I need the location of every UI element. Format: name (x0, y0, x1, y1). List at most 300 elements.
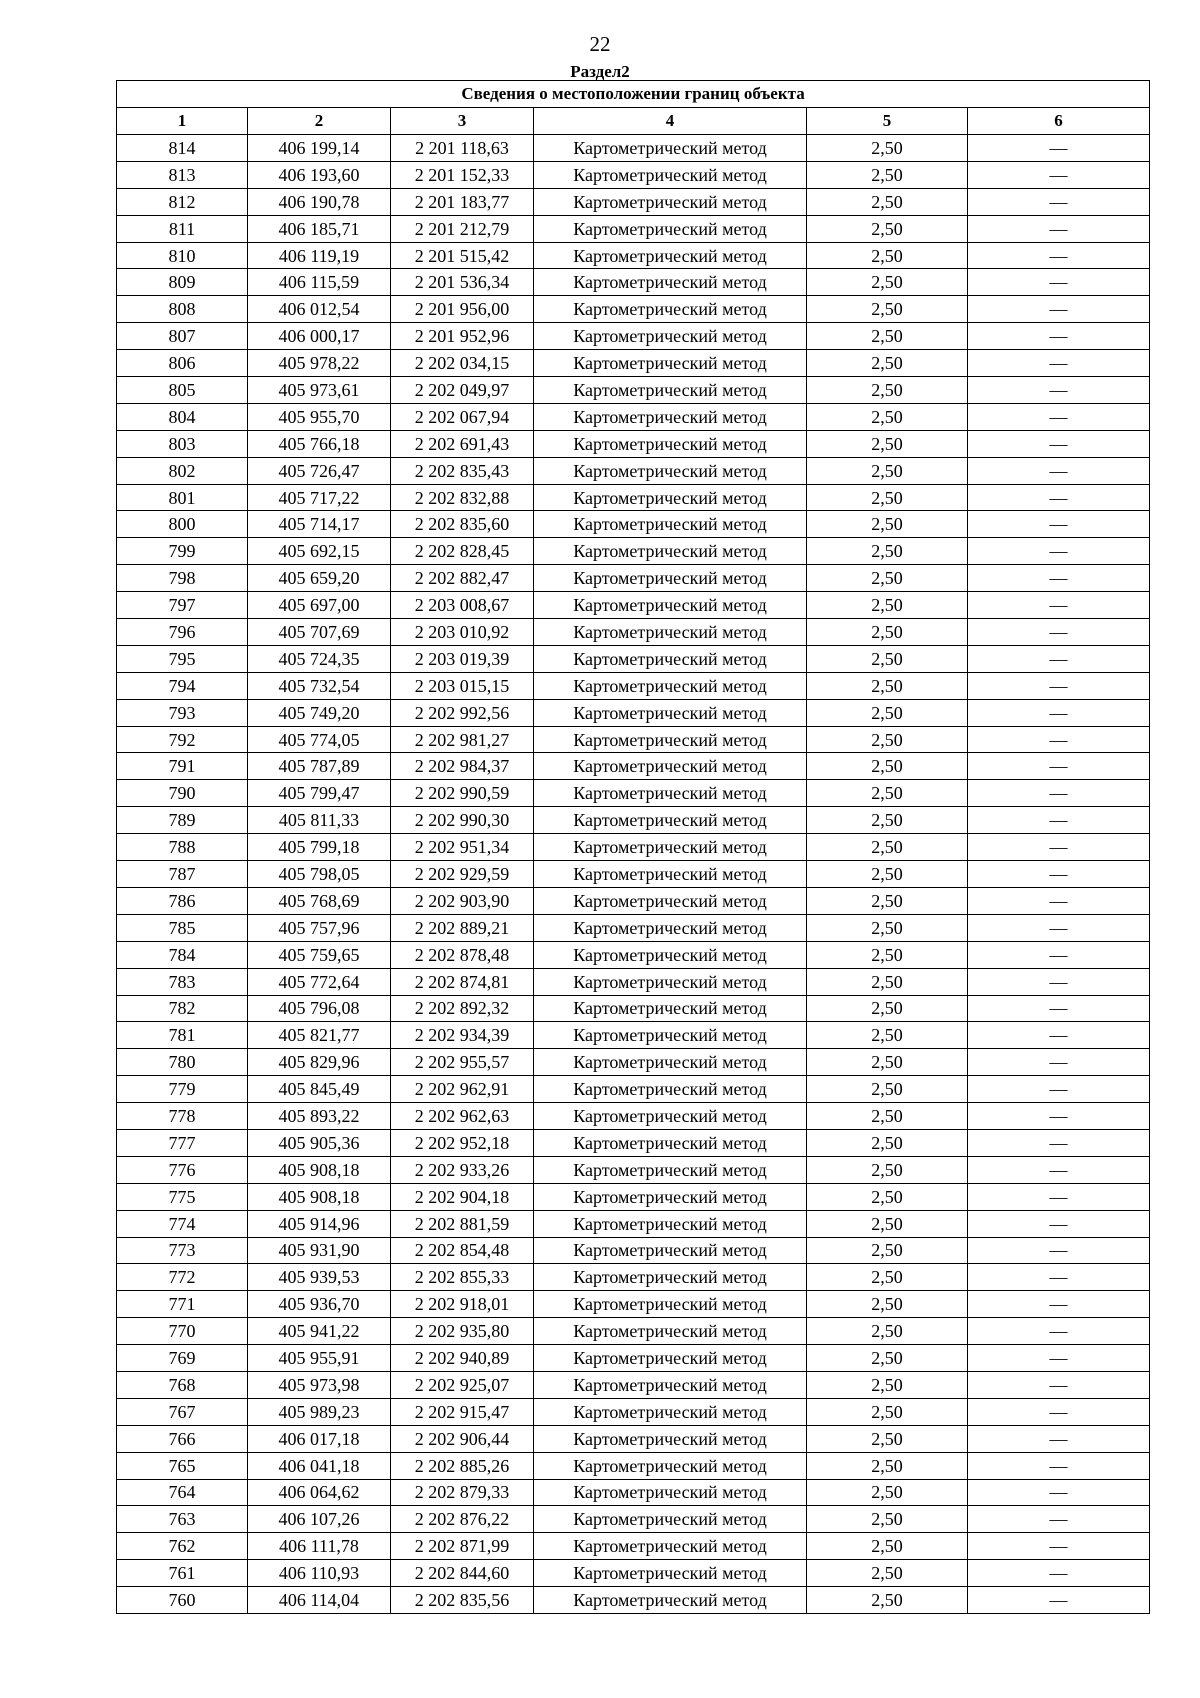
table-row (117, 403, 1150, 430)
table-row (117, 484, 1150, 511)
y-coordinate-cell: 2 201 118,63 (391, 135, 534, 162)
table-row (117, 323, 1150, 350)
notes-cell: — (968, 753, 1150, 780)
notes-cell: — (968, 672, 1150, 699)
notes-cell: — (968, 968, 1150, 995)
x-coordinate-cell: 405 692,15 (248, 538, 391, 565)
accuracy-cell: 2,50 (807, 699, 968, 726)
point-number-cell: 760 (117, 1587, 248, 1614)
point-number-cell: 770 (117, 1318, 248, 1345)
y-coordinate-cell: 2 202 835,60 (391, 511, 534, 538)
x-coordinate-cell: 406 199,14 (248, 135, 391, 162)
table-row (117, 1156, 1150, 1183)
table-row (117, 1345, 1150, 1372)
notes-cell: — (968, 242, 1150, 269)
point-number-cell: 778 (117, 1103, 248, 1130)
x-coordinate-cell: 406 012,54 (248, 296, 391, 323)
y-coordinate-cell: 2 202 691,43 (391, 430, 534, 457)
table-row (117, 941, 1150, 968)
x-coordinate-cell: 406 064,62 (248, 1479, 391, 1506)
column-number: 6 (968, 108, 1150, 135)
y-coordinate-cell: 2 202 903,90 (391, 887, 534, 914)
y-coordinate-cell: 2 202 832,88 (391, 484, 534, 511)
x-coordinate-cell: 406 017,18 (248, 1425, 391, 1452)
point-number-cell: 808 (117, 296, 248, 323)
x-coordinate-cell: 405 798,05 (248, 861, 391, 888)
y-coordinate-cell: 2 202 878,48 (391, 941, 534, 968)
point-number-cell: 764 (117, 1479, 248, 1506)
point-number-cell: 783 (117, 968, 248, 995)
table-body (117, 135, 1150, 1614)
notes-cell: — (968, 1533, 1150, 1560)
y-coordinate-cell: 2 203 008,67 (391, 592, 534, 619)
point-number-cell: 811 (117, 215, 248, 242)
table-row (117, 1129, 1150, 1156)
x-coordinate-cell: 405 978,22 (248, 350, 391, 377)
y-coordinate-cell: 2 201 152,33 (391, 161, 534, 188)
accuracy-cell: 2,50 (807, 861, 968, 888)
accuracy-cell: 2,50 (807, 619, 968, 646)
method-cell: Картометрический метод (534, 861, 807, 888)
accuracy-cell: 2,50 (807, 1506, 968, 1533)
table-row (117, 834, 1150, 861)
method-cell: Картометрический метод (534, 807, 807, 834)
method-cell: Картометрический метод (534, 565, 807, 592)
point-number-cell: 786 (117, 887, 248, 914)
y-coordinate-cell: 2 201 536,34 (391, 269, 534, 296)
table-row (117, 1587, 1150, 1614)
method-cell: Картометрический метод (534, 135, 807, 162)
accuracy-cell: 2,50 (807, 457, 968, 484)
table-row (117, 1049, 1150, 1076)
y-coordinate-cell: 2 202 990,59 (391, 780, 534, 807)
notes-cell: — (968, 1264, 1150, 1291)
notes-cell: — (968, 269, 1150, 296)
y-coordinate-cell: 2 201 515,42 (391, 242, 534, 269)
point-number-cell: 782 (117, 995, 248, 1022)
x-coordinate-cell: 406 185,71 (248, 215, 391, 242)
table-row (117, 1479, 1150, 1506)
method-cell: Картометрический метод (534, 726, 807, 753)
x-coordinate-cell: 405 955,70 (248, 403, 391, 430)
point-number-cell: 814 (117, 135, 248, 162)
x-coordinate-cell: 406 107,26 (248, 1506, 391, 1533)
notes-cell: — (968, 887, 1150, 914)
accuracy-cell: 2,50 (807, 834, 968, 861)
table-row (117, 1506, 1150, 1533)
notes-cell: — (968, 377, 1150, 404)
accuracy-cell: 2,50 (807, 269, 968, 296)
notes-cell: — (968, 1452, 1150, 1479)
x-coordinate-cell: 405 955,91 (248, 1345, 391, 1372)
accuracy-cell: 2,50 (807, 1156, 968, 1183)
method-cell: Картометрический метод (534, 1345, 807, 1372)
point-number-cell: 810 (117, 242, 248, 269)
y-coordinate-cell: 2 202 915,47 (391, 1398, 534, 1425)
point-number-cell: 794 (117, 672, 248, 699)
notes-cell: — (968, 1022, 1150, 1049)
notes-cell: — (968, 941, 1150, 968)
point-number-cell: 772 (117, 1264, 248, 1291)
y-coordinate-cell: 2 202 879,33 (391, 1479, 534, 1506)
y-coordinate-cell: 2 202 034,15 (391, 350, 534, 377)
y-coordinate-cell: 2 202 962,63 (391, 1103, 534, 1130)
point-number-cell: 768 (117, 1371, 248, 1398)
point-number-cell: 798 (117, 565, 248, 592)
accuracy-cell: 2,50 (807, 995, 968, 1022)
x-coordinate-cell: 405 726,47 (248, 457, 391, 484)
y-coordinate-cell: 2 202 828,45 (391, 538, 534, 565)
notes-cell: — (968, 1345, 1150, 1372)
x-coordinate-cell: 405 659,20 (248, 565, 391, 592)
y-coordinate-cell: 2 202 881,59 (391, 1210, 534, 1237)
method-cell: Картометрический метод (534, 887, 807, 914)
table-row (117, 592, 1150, 619)
y-coordinate-cell: 2 202 981,27 (391, 726, 534, 753)
section-title: Раздел2 (570, 62, 630, 81)
y-coordinate-cell: 2 202 990,30 (391, 807, 534, 834)
accuracy-cell: 2,50 (807, 1560, 968, 1587)
method-cell: Картометрический метод (534, 914, 807, 941)
method-cell: Картометрический метод (534, 1425, 807, 1452)
notes-cell: — (968, 457, 1150, 484)
accuracy-cell: 2,50 (807, 538, 968, 565)
table-row (117, 511, 1150, 538)
y-coordinate-cell: 2 202 854,48 (391, 1237, 534, 1264)
x-coordinate-cell: 405 908,18 (248, 1183, 391, 1210)
table-row (117, 296, 1150, 323)
accuracy-cell: 2,50 (807, 1291, 968, 1318)
method-cell: Картометрический метод (534, 1587, 807, 1614)
accuracy-cell: 2,50 (807, 1264, 968, 1291)
notes-cell: — (968, 914, 1150, 941)
table-row (117, 1103, 1150, 1130)
x-coordinate-cell: 405 893,22 (248, 1103, 391, 1130)
method-cell: Картометрический метод (534, 350, 807, 377)
point-number-cell: 801 (117, 484, 248, 511)
table-row (117, 1076, 1150, 1103)
x-coordinate-cell: 405 905,36 (248, 1129, 391, 1156)
table-row (117, 161, 1150, 188)
notes-cell: — (968, 834, 1150, 861)
point-number-cell: 773 (117, 1237, 248, 1264)
table-row (117, 1398, 1150, 1425)
x-coordinate-cell: 406 110,93 (248, 1560, 391, 1587)
column-number: 5 (807, 108, 968, 135)
x-coordinate-cell: 405 759,65 (248, 941, 391, 968)
table-row (117, 188, 1150, 215)
x-coordinate-cell: 406 119,19 (248, 242, 391, 269)
notes-cell: — (968, 1560, 1150, 1587)
method-cell: Картометрический метод (534, 672, 807, 699)
notes-cell: — (968, 1318, 1150, 1345)
x-coordinate-cell: 406 115,59 (248, 269, 391, 296)
accuracy-cell: 2,50 (807, 242, 968, 269)
notes-cell: — (968, 215, 1150, 242)
x-coordinate-cell: 405 936,70 (248, 1291, 391, 1318)
y-coordinate-cell: 2 203 015,15 (391, 672, 534, 699)
y-coordinate-cell: 2 201 956,00 (391, 296, 534, 323)
notes-cell: — (968, 1237, 1150, 1264)
point-number-cell: 790 (117, 780, 248, 807)
accuracy-cell: 2,50 (807, 188, 968, 215)
x-coordinate-cell: 405 787,89 (248, 753, 391, 780)
method-cell: Картометрический метод (534, 403, 807, 430)
point-number-cell: 761 (117, 1560, 248, 1587)
y-coordinate-cell: 2 202 844,60 (391, 1560, 534, 1587)
method-cell: Картометрический метод (534, 538, 807, 565)
point-number-cell: 795 (117, 645, 248, 672)
table-row (117, 753, 1150, 780)
accuracy-cell: 2,50 (807, 484, 968, 511)
x-coordinate-cell: 405 768,69 (248, 887, 391, 914)
x-coordinate-cell: 405 941,22 (248, 1318, 391, 1345)
x-coordinate-cell: 405 811,33 (248, 807, 391, 834)
accuracy-cell: 2,50 (807, 135, 968, 162)
y-coordinate-cell: 2 202 940,89 (391, 1345, 534, 1372)
table-row (117, 995, 1150, 1022)
notes-cell: — (968, 1076, 1150, 1103)
table-row (117, 430, 1150, 457)
table-row (117, 1560, 1150, 1587)
y-coordinate-cell: 2 202 906,44 (391, 1425, 534, 1452)
accuracy-cell: 2,50 (807, 887, 968, 914)
notes-cell: — (968, 511, 1150, 538)
method-cell: Картометрический метод (534, 511, 807, 538)
table-row (117, 242, 1150, 269)
notes-cell: — (968, 296, 1150, 323)
method-cell: Картометрический метод (534, 645, 807, 672)
x-coordinate-cell: 405 707,69 (248, 619, 391, 646)
column-number: 3 (391, 108, 534, 135)
accuracy-cell: 2,50 (807, 1533, 968, 1560)
x-coordinate-cell: 406 000,17 (248, 323, 391, 350)
method-cell: Картометрический метод (534, 215, 807, 242)
point-number-cell: 789 (117, 807, 248, 834)
table-row (117, 619, 1150, 646)
table-row (117, 457, 1150, 484)
y-coordinate-cell: 2 202 933,26 (391, 1156, 534, 1183)
y-coordinate-cell: 2 202 876,22 (391, 1506, 534, 1533)
method-cell: Картометрический метод (534, 188, 807, 215)
notes-cell: — (968, 1371, 1150, 1398)
x-coordinate-cell: 405 973,98 (248, 1371, 391, 1398)
x-coordinate-cell: 406 193,60 (248, 161, 391, 188)
method-cell: Картометрический метод (534, 592, 807, 619)
y-coordinate-cell: 2 202 929,59 (391, 861, 534, 888)
notes-cell: — (968, 780, 1150, 807)
y-coordinate-cell: 2 201 183,77 (391, 188, 534, 215)
notes-cell: — (968, 995, 1150, 1022)
table-row (117, 1452, 1150, 1479)
accuracy-cell: 2,50 (807, 161, 968, 188)
notes-cell: — (968, 323, 1150, 350)
table-row (117, 887, 1150, 914)
point-number-cell: 804 (117, 403, 248, 430)
method-cell: Картометрический метод (534, 699, 807, 726)
table-row (117, 1425, 1150, 1452)
accuracy-cell: 2,50 (807, 968, 968, 995)
x-coordinate-cell: 405 829,96 (248, 1049, 391, 1076)
method-cell: Картометрический метод (534, 1452, 807, 1479)
notes-cell: — (968, 726, 1150, 753)
x-coordinate-cell: 405 989,23 (248, 1398, 391, 1425)
notes-cell: — (968, 1291, 1150, 1318)
column-number: 2 (248, 108, 391, 135)
accuracy-cell: 2,50 (807, 753, 968, 780)
accuracy-cell: 2,50 (807, 780, 968, 807)
method-cell: Картометрический метод (534, 1371, 807, 1398)
method-cell: Картометрический метод (534, 377, 807, 404)
y-coordinate-cell: 2 202 889,21 (391, 914, 534, 941)
point-number-cell: 799 (117, 538, 248, 565)
y-coordinate-cell: 2 202 952,18 (391, 1129, 534, 1156)
method-cell: Картометрический метод (534, 484, 807, 511)
table-row (117, 1022, 1150, 1049)
method-cell: Картометрический метод (534, 995, 807, 1022)
accuracy-cell: 2,50 (807, 323, 968, 350)
y-coordinate-cell: 2 202 882,47 (391, 565, 534, 592)
y-coordinate-cell: 2 202 835,56 (391, 1587, 534, 1614)
accuracy-cell: 2,50 (807, 1345, 968, 1372)
table-row (117, 538, 1150, 565)
method-cell: Картометрический метод (534, 269, 807, 296)
table-row (117, 1533, 1150, 1560)
x-coordinate-cell: 405 821,77 (248, 1022, 391, 1049)
point-number-cell: 774 (117, 1210, 248, 1237)
accuracy-cell: 2,50 (807, 1076, 968, 1103)
accuracy-cell: 2,50 (807, 1129, 968, 1156)
table-row (117, 135, 1150, 162)
point-number-cell: 765 (117, 1452, 248, 1479)
point-number-cell: 788 (117, 834, 248, 861)
accuracy-cell: 2,50 (807, 1371, 968, 1398)
accuracy-cell: 2,50 (807, 726, 968, 753)
table-row (117, 565, 1150, 592)
point-number-cell: 781 (117, 1022, 248, 1049)
point-number-cell: 800 (117, 511, 248, 538)
x-coordinate-cell: 405 717,22 (248, 484, 391, 511)
x-coordinate-cell: 405 931,90 (248, 1237, 391, 1264)
y-coordinate-cell: 2 202 934,39 (391, 1022, 534, 1049)
point-number-cell: 780 (117, 1049, 248, 1076)
accuracy-cell: 2,50 (807, 1425, 968, 1452)
y-coordinate-cell: 2 201 212,79 (391, 215, 534, 242)
y-coordinate-cell: 2 202 925,07 (391, 1371, 534, 1398)
table-row (117, 807, 1150, 834)
y-coordinate-cell: 2 202 049,97 (391, 377, 534, 404)
table-caption: Сведения о местоположении границ объекта (117, 81, 1150, 108)
method-cell: Картометрический метод (534, 1398, 807, 1425)
column-number: 4 (534, 108, 807, 135)
point-number-cell: 803 (117, 430, 248, 457)
notes-cell: — (968, 403, 1150, 430)
notes-cell: — (968, 619, 1150, 646)
notes-cell: — (968, 1398, 1150, 1425)
method-cell: Картометрический метод (534, 619, 807, 646)
y-coordinate-cell: 2 202 855,33 (391, 1264, 534, 1291)
column-number-row (117, 108, 1150, 135)
point-number-cell: 812 (117, 188, 248, 215)
method-cell: Картометрический метод (534, 323, 807, 350)
point-number-cell: 792 (117, 726, 248, 753)
accuracy-cell: 2,50 (807, 565, 968, 592)
point-number-cell: 809 (117, 269, 248, 296)
point-number-cell: 779 (117, 1076, 248, 1103)
method-cell: Картометрический метод (534, 457, 807, 484)
accuracy-cell: 2,50 (807, 1318, 968, 1345)
accuracy-cell: 2,50 (807, 1183, 968, 1210)
x-coordinate-cell: 405 799,18 (248, 834, 391, 861)
point-number-cell: 777 (117, 1129, 248, 1156)
point-number-cell: 797 (117, 592, 248, 619)
method-cell: Картометрический метод (534, 1479, 807, 1506)
method-cell: Картометрический метод (534, 1506, 807, 1533)
accuracy-cell: 2,50 (807, 350, 968, 377)
x-coordinate-cell: 406 041,18 (248, 1452, 391, 1479)
accuracy-cell: 2,50 (807, 1022, 968, 1049)
notes-cell: — (968, 1210, 1150, 1237)
table-row (117, 780, 1150, 807)
point-number-cell: 787 (117, 861, 248, 888)
point-number-cell: 793 (117, 699, 248, 726)
accuracy-cell: 2,50 (807, 403, 968, 430)
x-coordinate-cell: 405 714,17 (248, 511, 391, 538)
accuracy-cell: 2,50 (807, 807, 968, 834)
method-cell: Картометрический метод (534, 1183, 807, 1210)
accuracy-cell: 2,50 (807, 215, 968, 242)
y-coordinate-cell: 2 203 010,92 (391, 619, 534, 646)
x-coordinate-cell: 405 973,61 (248, 377, 391, 404)
notes-cell: — (968, 484, 1150, 511)
point-number-cell: 806 (117, 350, 248, 377)
x-coordinate-cell: 405 772,64 (248, 968, 391, 995)
y-coordinate-cell: 2 203 019,39 (391, 645, 534, 672)
method-cell: Картометрический метод (534, 1533, 807, 1560)
x-coordinate-cell: 405 796,08 (248, 995, 391, 1022)
method-cell: Картометрический метод (534, 430, 807, 457)
y-coordinate-cell: 2 202 918,01 (391, 1291, 534, 1318)
accuracy-cell: 2,50 (807, 1398, 968, 1425)
accuracy-cell: 2,50 (807, 1103, 968, 1130)
accuracy-cell: 2,50 (807, 296, 968, 323)
accuracy-cell: 2,50 (807, 377, 968, 404)
method-cell: Картометрический метод (534, 1049, 807, 1076)
x-coordinate-cell: 405 799,47 (248, 780, 391, 807)
y-coordinate-cell: 2 202 067,94 (391, 403, 534, 430)
table-row (117, 350, 1150, 377)
point-number-cell: 762 (117, 1533, 248, 1560)
x-coordinate-cell: 406 114,04 (248, 1587, 391, 1614)
accuracy-cell: 2,50 (807, 511, 968, 538)
accuracy-cell: 2,50 (807, 1479, 968, 1506)
notes-cell: — (968, 188, 1150, 215)
x-coordinate-cell: 405 914,96 (248, 1210, 391, 1237)
notes-cell: — (968, 1183, 1150, 1210)
x-coordinate-cell: 405 908,18 (248, 1156, 391, 1183)
method-cell: Картометрический метод (534, 1129, 807, 1156)
accuracy-cell: 2,50 (807, 941, 968, 968)
point-number-cell: 784 (117, 941, 248, 968)
point-number-cell: 785 (117, 914, 248, 941)
method-cell: Картометрический метод (534, 1318, 807, 1345)
x-coordinate-cell: 405 939,53 (248, 1264, 391, 1291)
column-number: 1 (117, 108, 248, 135)
notes-cell: — (968, 807, 1150, 834)
accuracy-cell: 2,50 (807, 914, 968, 941)
table-row (117, 726, 1150, 753)
notes-cell: — (968, 1587, 1150, 1614)
